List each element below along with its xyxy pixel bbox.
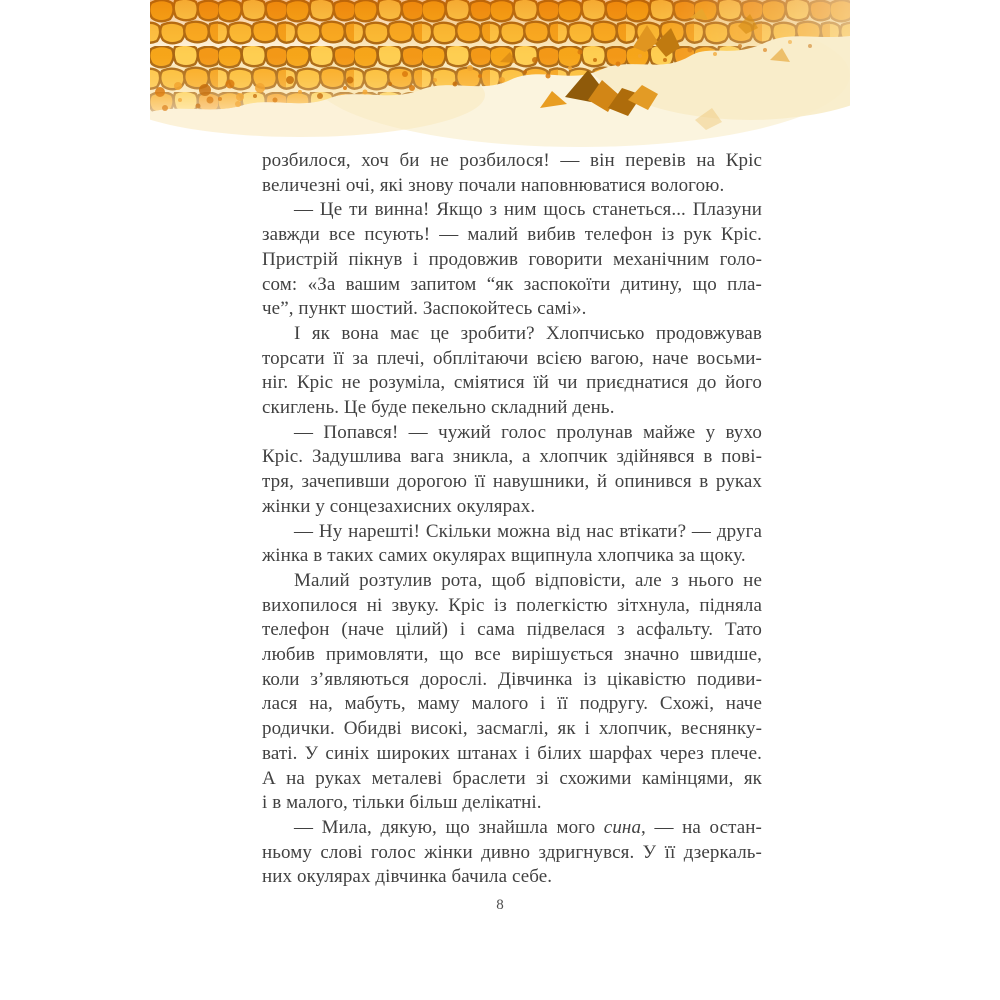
text-line: — Це ти винна! Якщо з ним щось станеться... Плазуни xyxy=(294,199,762,221)
text-line: Пристрій пікнув і продовжив говорити механічним голо- xyxy=(262,248,762,270)
page-number: 8 xyxy=(496,897,504,913)
honeycomb-header-svg xyxy=(150,0,850,150)
text-line: них окулярах дівчинка бачила себе. xyxy=(262,866,553,888)
text-line: сом: «За вашим запитом “як заспокоїти дитину, що пла- xyxy=(262,273,762,295)
text-line: тря, зачепивши дорогою її навушники, й опинився в руках xyxy=(262,471,762,493)
text-line: розбилося, хоч би не розбилося! — він перевів на Кріс xyxy=(262,150,762,171)
text-line: скиглень. Це буде пекельно складний день. xyxy=(262,397,615,419)
text-line: Малий розтулив рота, щоб відповісти, але з нього не xyxy=(294,569,762,591)
text-line: телефон (наче цілий) і сама підвелася з асфальту. Тато xyxy=(262,619,762,641)
text-line: і в малого, тільки більш делікатні. xyxy=(262,792,542,814)
text-line: величезні очі, які знову почали наповнюватися вологою. xyxy=(262,174,725,196)
text-line: вихопилося ні звуку. Кріс із полегкістю зітхнула, підняла xyxy=(262,594,762,616)
text-line: А на руках металеві браслети зі схожими камінцями, як xyxy=(262,767,762,789)
text-line: ніг. Кріс не розуміла, сміятися їй чи приєднатися до його xyxy=(262,372,762,394)
page-text xyxy=(262,149,762,890)
text-line: че”, пункт шостий. Заспокойтесь самі». xyxy=(262,298,587,320)
text-line: любив примовляти, що все вирішується значно швидше, xyxy=(262,644,762,666)
text-line: Кріс. Задушлива вага зникла, а хлопчик здійнявся в пові- xyxy=(262,446,762,468)
honeycomb-header-art xyxy=(150,0,850,150)
text-line: жінка в таких самих окулярах вщипнула хлопчика за щоку. xyxy=(262,545,746,567)
text-line: завжди все псують! — малий вибив телефон із рук Кріс. xyxy=(262,224,762,246)
text-line: коли з’являються дорослі. Дівчинка із цікавістю подиви- xyxy=(262,668,762,690)
text-line: — Мила, дякую, що знайшла мого сина, — на остан- xyxy=(294,816,762,838)
text-line: жінки у сонцезахисних окулярах. xyxy=(262,495,536,517)
text-line: ваті. У синіх широких штанах і білих шарфах через плече. xyxy=(262,742,762,764)
text-line: родички. Обидві високі, засмаглі, як і хлопчик, веснянку- xyxy=(262,718,762,740)
book-page xyxy=(150,0,850,1000)
text-line: торсати її за плечі, обплітаючи всією вагою, наче восьми- xyxy=(262,347,762,369)
text-line: І як вона має це зробити? Хлопчисько продовжував xyxy=(294,322,762,344)
text-line: ньому слові голос жінки дивно здригнувся. У її дзеркаль- xyxy=(262,841,762,863)
text-line: — Ну нарешті! Скільки можна від нас втікати? — друга xyxy=(294,520,762,542)
text-line: лася на, мабуть, маму малого і її подругу. Схожі, наче xyxy=(262,693,762,715)
text-line: — Попався! — чужий голос пролунав майже у вухо xyxy=(294,421,762,443)
